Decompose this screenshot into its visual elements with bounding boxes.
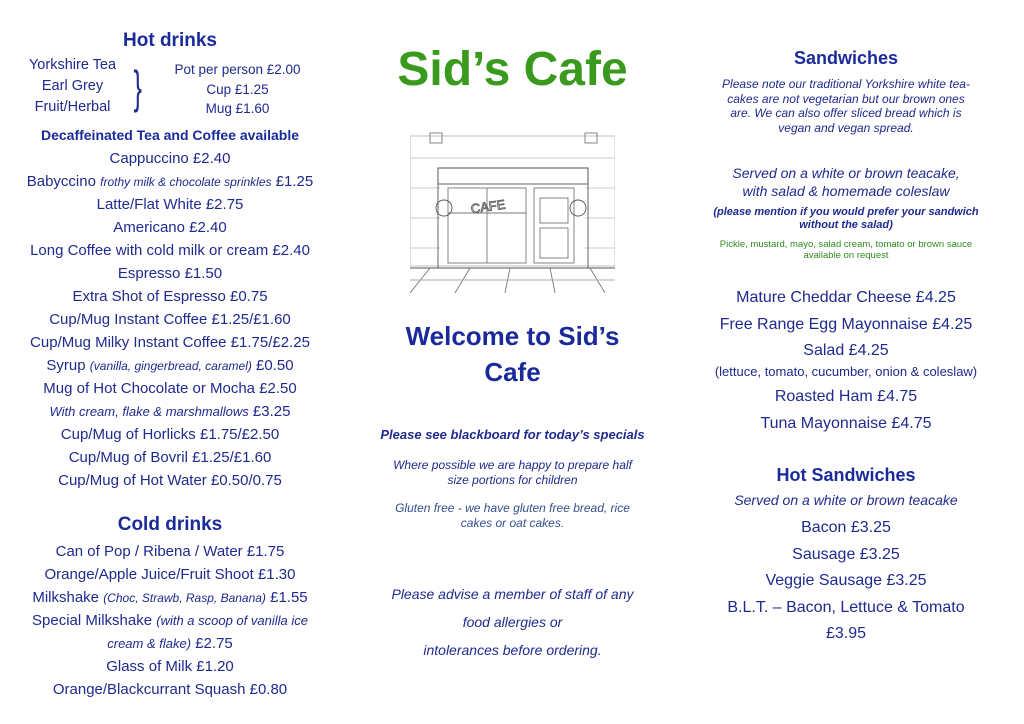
note-line: food allergies or	[462, 614, 563, 630]
shop-sign: CAFE	[469, 196, 507, 217]
note-line: Please advise a member of staff of any	[391, 586, 634, 602]
gluten-free-note	[355, 501, 670, 531]
menu-item: Free Range Egg Mayonnaise £4.25	[719, 315, 973, 333]
sauces-note	[680, 239, 1012, 261]
menu-item: Orange/Blackcurrant Squash £0.80	[52, 681, 288, 698]
hot-sandwich-list	[680, 515, 1012, 648]
menu-item: Americano £2.40	[113, 219, 227, 236]
menu-item: Babyccino frothy milk & chocolate sprinkles £1.25	[26, 173, 314, 190]
cafe-title: Sid’s Cafe	[397, 43, 628, 96]
menu-item: Cup/Mug of Hot Water £0.50/0.75	[58, 472, 282, 489]
menu-item: Roasted Ham £4.75	[774, 388, 918, 405]
menu-item: Long Coffee with cold milk or cream £2.40	[30, 242, 310, 259]
menu-item: Cappuccino £2.40	[109, 150, 231, 167]
cafe-shopfront-illustration	[410, 128, 615, 293]
menu-item: Espresso £1.50	[117, 265, 223, 282]
tea-name: Earl Grey	[41, 78, 104, 94]
menu-item: Cup/Mug Instant Coffee £1.25/£1.60	[49, 311, 291, 328]
menu-item: Cup/Mug of Bovril £1.25/£1.60	[68, 449, 272, 466]
note-line: cakes or oat cakes.	[460, 516, 565, 530]
menu-item: £3.95	[825, 625, 867, 642]
tea-name: Fruit/Herbal	[34, 99, 111, 115]
menu-item: Mature Cheddar Cheese £4.25	[736, 289, 956, 306]
menu-item: Latte/Flat White £2.75	[96, 196, 244, 213]
menu-item: Tuna Mayonnaise £4.75	[760, 414, 932, 432]
note-line: vegan and vegan spread.	[778, 120, 914, 135]
menu-item: Cup/Mug Milky Instant Coffee £1.75/£2.25	[30, 334, 310, 351]
note-line: (please mention if you would prefer your sandwich	[713, 206, 979, 218]
hot-sandwiches-heading: Hot Sandwiches	[776, 465, 916, 485]
welcome-line: Cafe	[484, 357, 541, 387]
menu-item: Orange/Apple Juice/Fruit Shoot £1.30	[44, 566, 296, 583]
menu-item: Glass of Milk £1.20	[106, 658, 234, 675]
menu-item: Cup/Mug of Horlicks £1.75/£2.50	[60, 426, 280, 443]
tea-price: Mug £1.60	[205, 101, 270, 116]
specials-note: Please see blackboard for today’s specials	[380, 427, 645, 442]
tea-brace: }	[133, 61, 142, 113]
note-line: Served on a white or brown teacake,	[732, 165, 960, 181]
menu-item: Bacon £3.25	[801, 519, 891, 536]
note-line: size portions for children	[447, 473, 578, 487]
tea-price: Cup £1.25	[206, 81, 269, 97]
mention-salad-note	[680, 206, 1012, 232]
note-line: intolerances before ordering.	[423, 642, 602, 658]
sandwiches-heading: Sandwiches	[793, 48, 899, 68]
note-line: without the salad)	[799, 219, 893, 231]
tea-prices	[165, 60, 310, 119]
hot-drinks-heading: Hot drinks	[123, 30, 217, 51]
teacake-note	[680, 77, 1012, 135]
menu-item: Mug of Hot Chocolate or Mocha £2.50	[43, 380, 297, 397]
note-line: cakes are not vegetarian but our brown ones	[727, 91, 965, 106]
menu-item: Extra Shot of Espresso £0.75	[72, 288, 268, 305]
menu-item: Can of Pop / Ribena / Water £1.75	[55, 543, 285, 560]
menu-item: Syrup (vanilla, gingerbread, caramel) £0.50	[46, 357, 294, 374]
menu-item: Special Milkshake (with a scoop of vanilla ice	[32, 612, 308, 629]
half-portions-note	[355, 458, 670, 488]
menu-item: cream & flake) £2.75	[107, 635, 233, 652]
welcome-heading	[355, 318, 670, 390]
note-line: available on request	[803, 250, 889, 261]
tea-name: Yorkshire Tea	[28, 57, 117, 73]
allergy-note	[355, 580, 670, 664]
note-line: with salad & homemade coleslaw	[742, 183, 950, 199]
hot-served-note: Served on a white or brown teacake	[734, 492, 958, 508]
menu-item: Salad £4.25	[803, 342, 889, 359]
sandwich-list	[680, 285, 1012, 365]
tea-names	[20, 55, 125, 118]
note-line: Please note our traditional Yorkshire white tea-	[722, 77, 970, 91]
menu-item: With cream, flake & marshmallows £3.25	[49, 403, 291, 420]
salad-contents: (lettuce, tomato, cucumber, onion & coleslaw)	[714, 364, 978, 379]
menu-item: Veggie Sausage £3.25	[765, 572, 927, 589]
note-line: Where possible we are happy to prepare half	[393, 458, 632, 472]
menu-item: Milkshake (Choc, Strawb, Rasp, Banana) £1.55	[32, 589, 308, 606]
sandwich-list-2	[680, 384, 1012, 437]
note-line: are. We can also offer sliced bread which is	[730, 106, 962, 120]
welcome-line: Welcome to Sid’s	[405, 321, 620, 351]
served-on-note	[680, 164, 1012, 200]
note-line: Gluten free - we have gluten free bread, rice	[395, 501, 630, 515]
cold-drinks-heading: Cold drinks	[117, 514, 223, 535]
decaf-note: Decaffeinated Tea and Coffee available	[40, 127, 300, 143]
menu-item: Sausage £3.25	[792, 545, 900, 563]
tea-price: Pot per person £2.00	[174, 62, 301, 77]
menu-item: B.L.T. – Bacon, Lettuce & Tomato	[727, 598, 965, 616]
note-line: Pickle, mustard, mayo, salad cream, tomato or brown sauce	[719, 239, 973, 250]
